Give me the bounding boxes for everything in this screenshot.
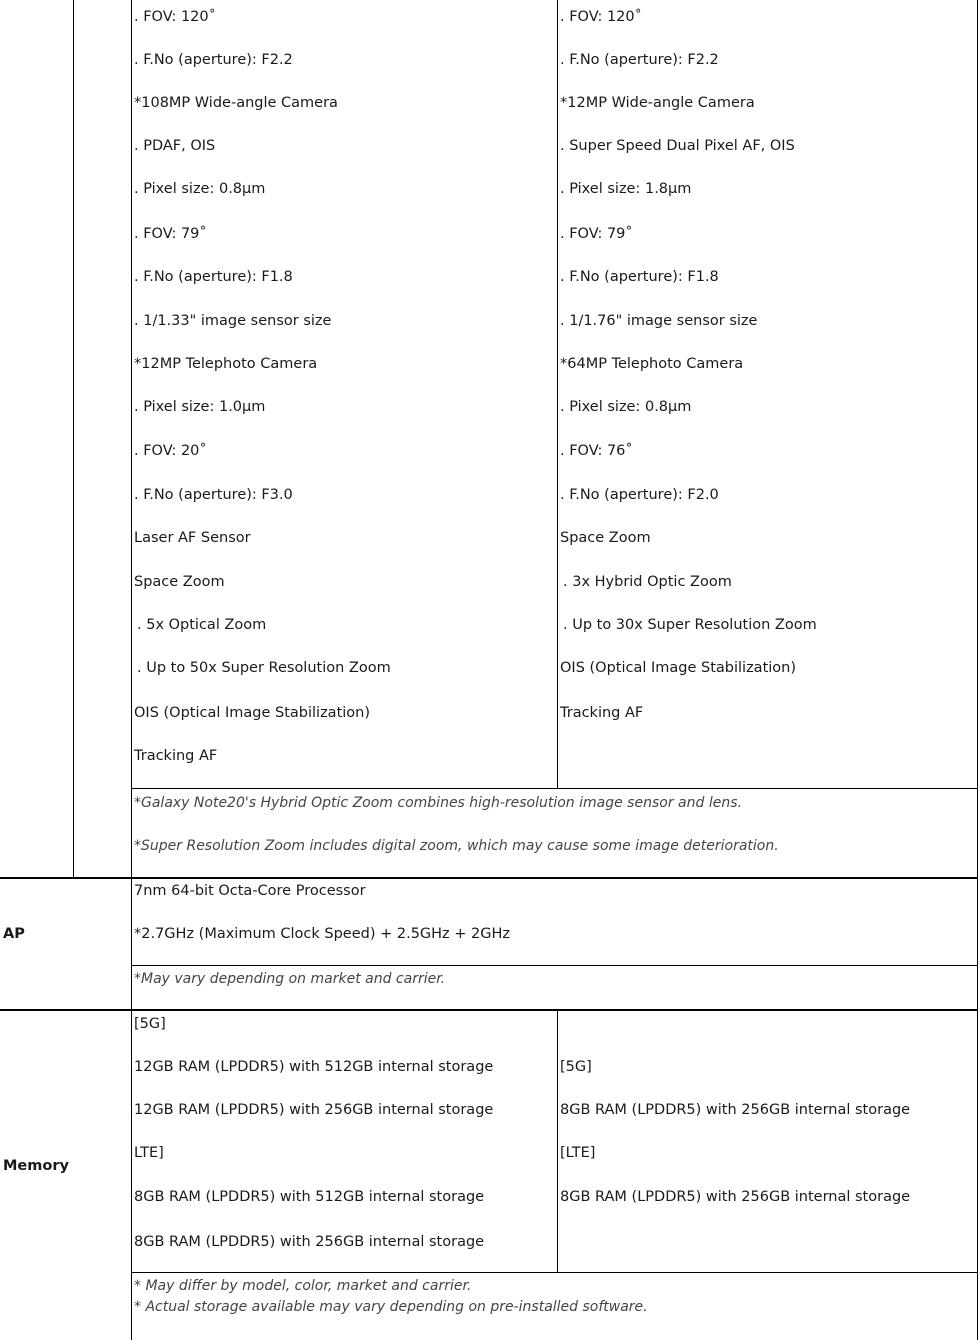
memory-note: * Actual storage available may vary depending on pre-installed software. [134,1299,648,1315]
camera-right-line: Space Zoom [560,530,651,546]
ap-note: *May vary depending on market and carrier. [134,971,446,987]
camera-right-line: . FOV: 79˚ [560,226,633,242]
camera-right-line: . F.No (aperture): F1.8 [560,269,719,285]
camera-right-line: *64MP Telephoto Camera [560,356,744,372]
camera-right-line: . FOV: 76˚ [560,443,633,459]
camera-left-line: *12MP Telephoto Camera [134,356,318,372]
memory-right-line: [5G] [560,1059,592,1075]
camera-left-line: . 5x Optical Zoom [137,617,267,633]
camera-left-line: . PDAF, OIS [134,138,216,154]
grid-line [131,0,132,1340]
camera-left-line: . Up to 50x Super Resolution Zoom [137,660,391,676]
ap-label: AP [3,926,25,942]
camera-left-line: . FOV: 20˚ [134,443,207,459]
memory-right-line: 8GB RAM (LPDDR5) with 256GB internal storage [560,1102,911,1118]
camera-left-line: Laser AF Sensor [134,530,251,546]
ap-line: *2.7GHz (Maximum Clock Speed) + 2.5GHz + 2GHz [134,926,511,942]
camera-right-line: *12MP Wide-angle Camera [560,95,755,111]
ap-line: 7nm 64-bit Octa-Core Processor [134,883,366,899]
memory-left-line: 12GB RAM (LPDDR5) with 256GB internal storage [134,1102,494,1118]
memory-left-line: 8GB RAM (LPDDR5) with 512GB internal storage [134,1189,485,1205]
camera-right-line: OIS (Optical Image Stabilization) [560,660,797,676]
memory-left-line: 12GB RAM (LPDDR5) with 512GB internal storage [134,1059,494,1075]
camera-left-line: *108MP Wide-angle Camera [134,95,338,111]
camera-left-line: OIS (Optical Image Stabilization) [134,705,371,721]
camera-right-line: . F.No (aperture): F2.2 [560,52,719,68]
memory-right-line: [LTE] [560,1145,596,1161]
camera-right-line: Tracking AF [560,705,644,721]
grid-line [131,788,978,789]
grid-line [73,0,74,878]
camera-left-line: . F.No (aperture): F3.0 [134,487,293,503]
grid-line [131,965,978,966]
camera-left-line: . F.No (aperture): F2.2 [134,52,293,68]
camera-right-line: . 1/1.76" image sensor size [560,313,758,329]
memory-left-line: [5G] [134,1016,166,1032]
camera-left-line: . F.No (aperture): F1.8 [134,269,293,285]
grid-line [0,877,978,879]
camera-left-line: Space Zoom [134,574,225,590]
camera-note: *Super Resolution Zoom includes digital zoom, which may cause some image deterioration. [134,838,779,854]
grid-line [131,1272,978,1273]
camera-left-line: . FOV: 120˚ [134,9,216,25]
camera-right-line: . Pixel size: 1.8μm [560,181,692,197]
camera-right-line: . 3x Hybrid Optic Zoom [563,574,732,590]
camera-note: *Galaxy Note20's Hybrid Optic Zoom combines high-resolution image sensor and lens. [134,795,742,811]
memory-note: * May differ by model, color, market and carrier. [134,1278,472,1294]
camera-left-line: Tracking AF [134,748,218,764]
memory-label: Memory [3,1158,69,1174]
camera-left-line: . FOV: 79˚ [134,226,207,242]
camera-left-line: . Pixel size: 1.0μm [134,399,266,415]
camera-left-line: . Pixel size: 0.8μm [134,181,266,197]
camera-left-line: . 1/1.33" image sensor size [134,313,332,329]
camera-right-line: . Pixel size: 0.8μm [560,399,692,415]
camera-right-line: . FOV: 120˚ [560,9,642,25]
camera-right-line: . F.No (aperture): F2.0 [560,487,719,503]
grid-line [977,0,978,1340]
grid-line [557,1010,558,1272]
memory-left-line: 8GB RAM (LPDDR5) with 256GB internal storage [134,1234,485,1250]
memory-left-line: LTE] [134,1145,164,1161]
grid-line [557,0,558,788]
camera-right-line: . Up to 30x Super Resolution Zoom [563,617,817,633]
memory-right-line: 8GB RAM (LPDDR5) with 256GB internal storage [560,1189,911,1205]
grid-line [0,1009,978,1011]
camera-right-line: . Super Speed Dual Pixel AF, OIS [560,138,795,154]
